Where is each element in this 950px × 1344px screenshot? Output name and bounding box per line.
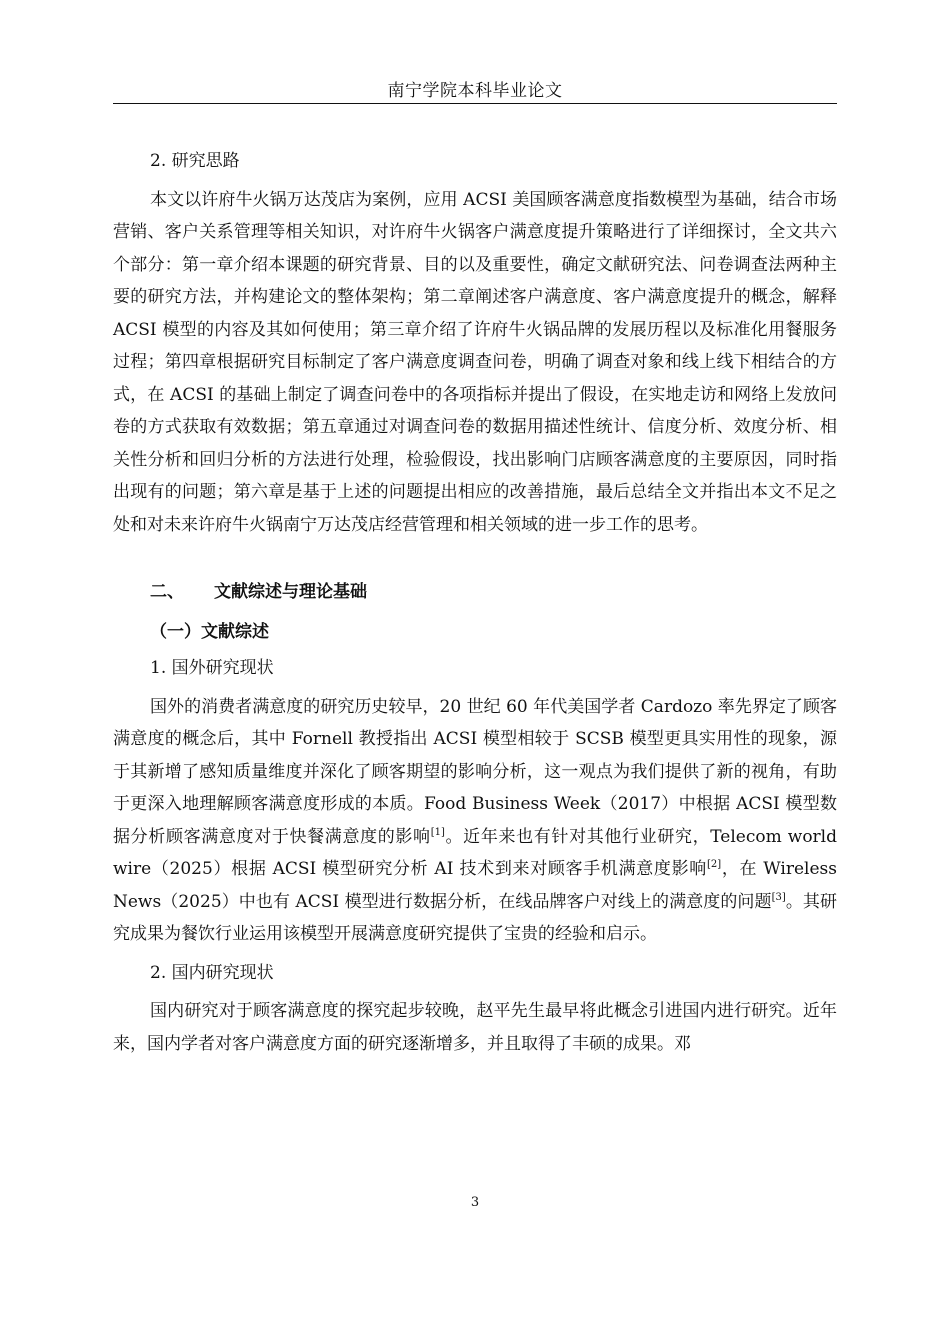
chapter-number: 二、 (150, 582, 184, 602)
foreign-research-paragraph (113, 691, 837, 951)
page-body (113, 145, 837, 1060)
foreign-text-part2: 。近年来也有针对其他行业研究，Telecom world wire（2025）根据 ACSI 模型研究分析 AI 技术到来对顾客手机满意度影响 (113, 826, 838, 879)
foreign-text-part1: 国外的消费者满意度的研究历史较早，20 世纪 60 年代美国学者 Cardozo 率先界定了顾客满意度的概念后，其中 Fornell 教授指出 ACSI 模型相较于 SCSB 模型更具实用性的现象，源于其新增了感知质量维度并深化了顾客期望的影响分析，这一观点为我们提供了新的视角，有助于更深入地理解顾客满意度形成的本质。Food Business Week（2017）中根据 ACSI 模型数据分析顾客满意度对于快餐满意度的影响 (113, 696, 837, 847)
citation-ref-3: [3] (771, 891, 786, 903)
page-number: 3 (470, 1195, 480, 1210)
citation-ref-2: [2] (706, 859, 722, 870)
chapter-title: 文献综述与理论基础 (214, 582, 367, 602)
research-idea-heading: 2. 研究思路 (150, 151, 240, 171)
foreign-text-part4: 。其研究成果为餐饮行业运用该模型开展满意度研究提供了宝贵的经验和启示。 (113, 891, 837, 944)
foreign-research-heading: 1. 国外研究现状 (150, 658, 274, 678)
domestic-research-heading: 2. 国内研究现状 (150, 962, 274, 983)
subsection-heading: （一）文献综述 (150, 622, 269, 642)
header-divider (113, 103, 837, 104)
research-idea-paragraph: 本文以许府牛火锅万达茂店为案例，应用 ACSI 美国顾客满意度指数模型为基础，结合市场营销、客户关系管理等相关知识，对许府牛火锅客户满意度提升策略进行了详细探讨，全文共六个部分：第一章介绍本课题的研究背景、目的以及重要性，确定文献研究法、问卷调查法两种主要的研究方法，并构建论文的整体架构；第二章阐述客户满意度、客户满意度提升的概念，解释 ACSI 模型的内容及其如何使用；第三章介绍了许府牛火锅品牌的发展历程以及标准化用餐服务过程；第四章根据研究目标制定了客户满意度调查问卷，明确了调查对象和线上线下相结合的方式，在 ACSI 的基础上制定了调查问卷中的各项指标并提出了假设，在实地走访和网络上发放问卷的方式获取有效数据；第五章通过对调查问卷的数据用描述性统计、信度分析、效度分析、相关性分析和回归分析的方法进行处理，检验假设，找出影响门店顾客满意度的主要原因，同时指出现有的问题；第六章是基于上述的问题提出相应的改善措施，最后总结全文并指出本文不足之处和对未来许府牛火锅南宁万达茂店经营管理和相关领域的进一步工作的思考。 (113, 189, 837, 535)
page-header-title: 南宁学院本科毕业论文 (387, 81, 563, 101)
citation-ref-1: [1] (430, 826, 445, 838)
foreign-text-part3: ，在 Wireless News（2025）中也有 ACSI 模型进行数据分析，在线品牌客户对线上的满意度的问题 (113, 859, 837, 912)
spacer (113, 541, 837, 574)
chapter-heading (113, 574, 837, 610)
domestic-research-paragraph: 国内研究对于顾客满意度的探究起步较晚，赵平先生最早将此概念引进国内进行研究。近年来，国内学者对客户满意度方面的研究逐渐增多，并且取得了丰硕的成果。邓 (113, 1001, 837, 1054)
